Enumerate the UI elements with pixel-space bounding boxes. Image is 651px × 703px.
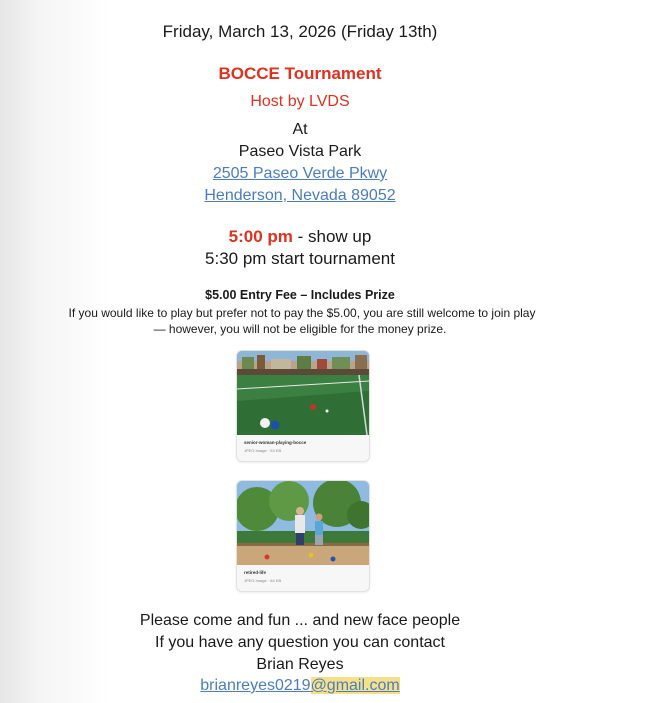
event-date: Friday, March 13, 2026 (Friday 13th) <box>162 22 438 41</box>
attachment-card-retired-life[interactable] <box>236 480 370 592</box>
entry-fee-heading: $5.00 Entry Fee – Includes Prize <box>205 288 395 302</box>
start-time-line: 5:30 pm start tournament <box>205 249 395 268</box>
email-user: brianreyes0219 <box>200 677 311 694</box>
retired-life-photo <box>237 481 369 565</box>
closing-line1: Please come and fun ... and new face people <box>139 612 461 629</box>
address-line1-row <box>0 165 600 183</box>
event-host: Host by LVDS <box>250 93 350 110</box>
venue-name: Paseo Vista Park <box>238 143 362 160</box>
contact-email-link[interactable] <box>200 677 399 694</box>
closing-line2: If you have any question you can contact <box>155 634 445 651</box>
contact-email-row <box>0 677 600 695</box>
address-line2-link[interactable]: Henderson, Nevada 89052 <box>204 187 396 204</box>
attachment-name: senior-woman-playing-bocce <box>244 440 307 445</box>
attachment-card-bocce[interactable] <box>236 350 370 462</box>
attachment-name: retired-life <box>244 570 267 575</box>
email-domain: @gmail.com <box>310 677 400 694</box>
address-line2-row <box>0 187 600 205</box>
showup-time-line <box>0 227 600 247</box>
event-title: BOCCE Tournament <box>218 64 382 83</box>
attachment-meta: JPEG Image · 84 KB <box>244 578 282 583</box>
at-label: At <box>292 121 308 138</box>
contact-name: Brian Reyes <box>256 656 344 673</box>
fee-note-line1: If you would like to play but prefer not to pay the $5.00, you are still welcome to join play <box>68 306 536 320</box>
showup-time: 5:00 pm <box>228 227 293 246</box>
showup-label: - show up <box>292 227 372 246</box>
bocce-court-photo <box>237 351 369 435</box>
address-line1-link[interactable]: 2505 Paseo Verde Pkwy <box>212 165 388 182</box>
attachment-meta: JPEG Image · 53 KB <box>244 448 282 453</box>
fee-note-line2: — however, you will not be eligible for the money prize. <box>153 322 447 336</box>
